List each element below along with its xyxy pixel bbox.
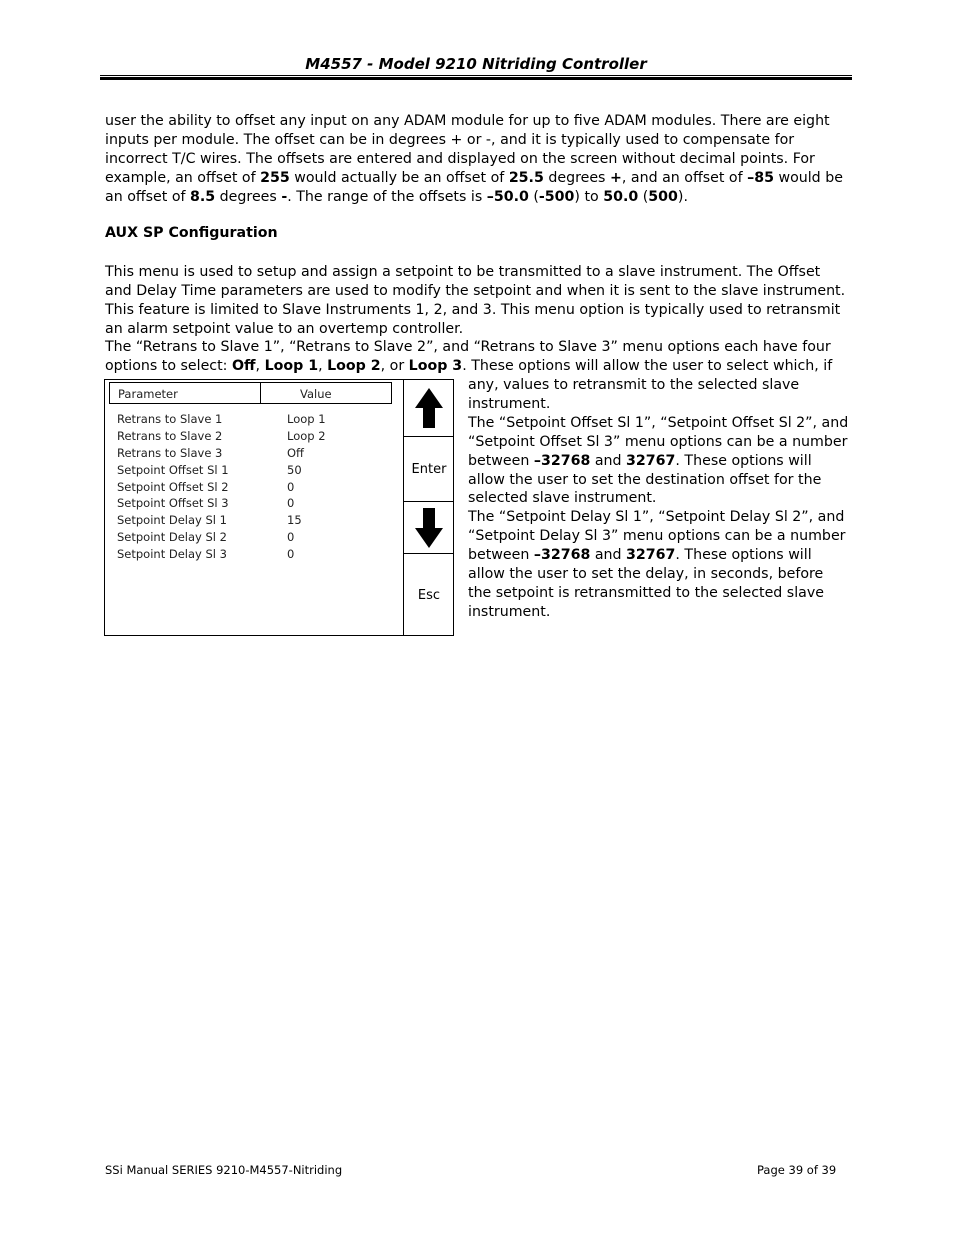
up-button[interactable] <box>404 379 454 437</box>
table-header <box>109 382 392 404</box>
button-column <box>403 379 454 636</box>
parameter-row[interactable] <box>105 446 405 463</box>
parameter-row[interactable] <box>105 463 405 480</box>
bold-value: 32767 <box>626 547 676 564</box>
bold-value: 50.0 <box>603 188 639 205</box>
parameter-name: Setpoint Delay Sl 1 <box>117 513 227 528</box>
bold-value: Loop 1 <box>264 357 319 374</box>
parameter-value: 0 <box>287 496 295 511</box>
bold-value: 8.5 <box>190 188 216 205</box>
parameter-row[interactable] <box>105 429 405 446</box>
bold-value: 25.5 <box>508 169 544 186</box>
header-rule-thick <box>100 77 852 80</box>
parameter-value: 0 <box>287 530 295 545</box>
parameter-value: 50 <box>287 462 302 477</box>
bold-value: 32767 <box>626 452 676 469</box>
bold-value: 255 <box>260 169 290 186</box>
enter-button[interactable]: Enter <box>404 437 454 502</box>
side-paragraph: The “Setpoint Delay Sl 1”, “Setpoint Delay Sl 2”, and “Setpoint Delay Sl 3” menu options can be a number between –32768 and 32767. These options will allow the user to set the delay, in seconds, before the setpoint is retransmitted to the selected slave instrument. <box>468 509 846 620</box>
bold-value: + <box>609 169 622 186</box>
column-header-parameter: Parameter <box>118 387 178 401</box>
side-description <box>468 376 850 622</box>
parameter-value: Loop 2 <box>287 428 326 443</box>
parameter-name: Retrans to Slave 1 <box>117 412 223 426</box>
paragraph-offset-description: user the ability to offset any input on any ADAM module for up to five ADAM modules. There are eight inputs per module. The offset can be in degrees + or -, and it is typically used to compensate for incorrect T/C wires. The offsets are entered and displayed on the screen without decimal points. For example, an offset of 255 would actually be an offset of 25.5 degrees +, and an offset of –85 would be an offset of 8.5 degrees -. The range of the offsets is –50.0 (-500) to 50.0 (500). <box>105 113 843 205</box>
down-button[interactable] <box>404 502 454 554</box>
side-paragraph: The “Setpoint Offset Sl 1”, “Setpoint Offset Sl 2”, and “Setpoint Offset Sl 3” menu options can be a number between –32768 and 32767. These options will allow the user to set the destination offset for the selected slave instrument. <box>468 414 849 507</box>
footer-page-number: Page 39 of 39 <box>757 1163 837 1177</box>
parameter-list <box>105 412 405 564</box>
aux-sp-screen <box>104 379 454 636</box>
side-paragraph: any, values to retransmit to the selected slave instrument. <box>468 377 800 412</box>
column-divider <box>260 383 261 403</box>
bold-value: - <box>281 188 288 205</box>
parameter-name: Retrans to Slave 2 <box>117 428 223 443</box>
parameter-name: Setpoint Delay Sl 2 <box>117 530 227 545</box>
paragraph-retrans-options: The “Retrans to Slave 1”, “Retrans to Slave 2”, and “Retrans to Slave 3” menu options each have four options to select: Off, Loop 1, Loop 2, or Loop 3. These options will allow the user to select which, if <box>105 339 833 374</box>
parameter-row[interactable] <box>105 496 405 513</box>
column-header-value: Value <box>300 387 332 401</box>
parameter-value: Off <box>287 445 304 460</box>
bold-value: –32768 <box>533 452 591 469</box>
parameter-value: 15 <box>287 513 302 528</box>
parameter-name: Setpoint Offset Sl 1 <box>117 462 229 477</box>
parameter-row[interactable] <box>105 480 405 497</box>
bold-value: Loop 3 <box>408 357 463 374</box>
section-heading: AUX SP Configuration <box>105 225 278 241</box>
parameter-name: Retrans to Slave 3 <box>117 445 223 460</box>
bold-value: Loop 2 <box>327 357 381 374</box>
parameter-name: Setpoint Offset Sl 2 <box>117 479 229 494</box>
header-rule-thin <box>100 75 852 76</box>
bold-value: –85 <box>747 169 774 186</box>
parameter-value: Loop 1 <box>287 412 326 426</box>
page-header-title: M4557 - Model 9210 Nitriding Controller <box>305 55 647 73</box>
bold-value: –50.0 <box>486 188 529 205</box>
parameter-row[interactable] <box>105 513 405 530</box>
parameter-row[interactable] <box>105 530 405 547</box>
parameter-name: Setpoint Offset Sl 3 <box>117 496 229 511</box>
parameter-value: 0 <box>287 547 295 562</box>
arrow-down-icon <box>414 507 444 549</box>
bold-value: Off <box>231 357 256 374</box>
parameter-row[interactable] <box>105 547 405 564</box>
footer-manual-title: SSi Manual SERIES 9210-M4557-Nitriding <box>105 1163 343 1177</box>
paragraph-aux-sp-intro: This menu is used to setup and assign a setpoint to be transmitted to a slave instrument. The Offset and Delay Time parameters are used to modify the setpoint and when it is sent to the slave instrument. This feature is limited to Slave Instruments 1, 2, and 3. This menu option is typically used to retransmit an alarm setpoint value to an overtemp controller. <box>105 264 846 337</box>
parameter-row[interactable] <box>105 412 405 429</box>
bold-value: 500 <box>648 188 678 205</box>
esc-button[interactable]: Esc <box>417 587 441 603</box>
parameter-name: Setpoint Delay Sl 3 <box>117 547 227 562</box>
parameter-value: 0 <box>287 479 295 494</box>
arrow-up-icon <box>414 386 444 430</box>
bold-value: -500 <box>538 188 575 205</box>
bold-value: –32768 <box>533 547 591 564</box>
